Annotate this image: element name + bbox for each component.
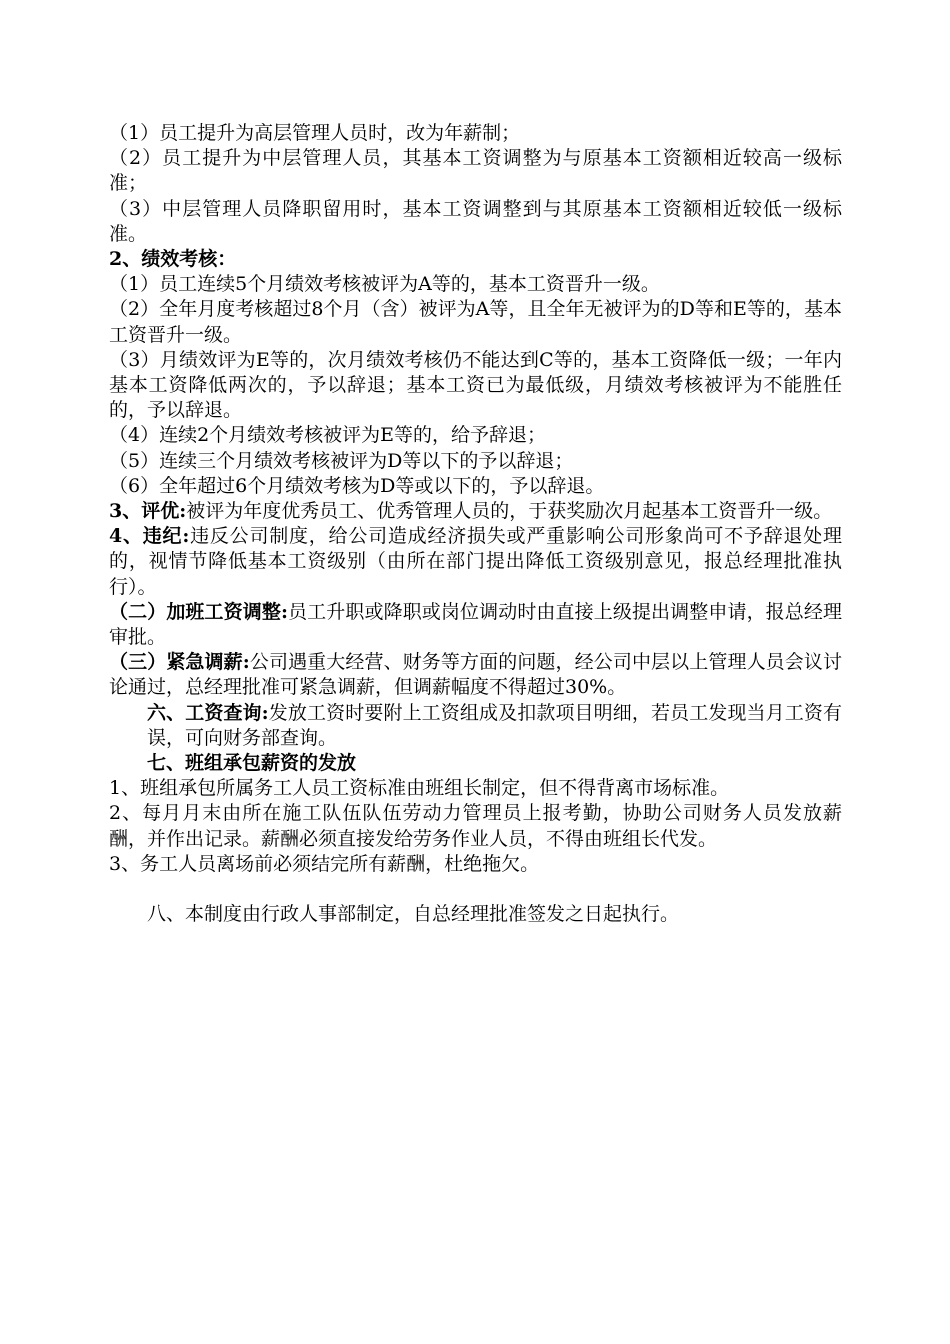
inquiry-label: 六、工资查询:	[147, 701, 269, 724]
excellence-text: 被评为年度优秀员工、优秀管理人员的，于获奖励次月起基本工资晋升一级。	[186, 500, 833, 523]
emergency-paragraph	[109, 650, 842, 700]
performance-item-3: （3）月绩效评为E等的，次月绩效考核仍不能达到C等的，基本工资降低一级；一年内基本工资降低两次的，予以辞退；基本工资已为最低级，月绩效考核被评为不能胜任的，予以辞退。	[109, 348, 842, 422]
discipline-text: 违反公司制度，给公司造成经济损失或严重影响公司形象尚可不予辞退处理的，视情节降低基本工资级别（由所在部门提出降低工资级别意见，报总经理批准执行）。	[109, 525, 842, 598]
performance-item-6: （6）全年超过6个月绩效考核为D等或以下的，予以辞退。	[109, 474, 605, 497]
overtime-paragraph	[109, 600, 842, 650]
overtime-text: 员工升职或降职或岗位调动时由直接上级提出调整申请，报总经理审批。	[109, 600, 842, 649]
performance-item-2: （2）全年月度考核超过8个月（含）被评为A等，且全年无被评为的D等和E等的，基本工资晋升一级。	[109, 298, 842, 346]
team-pay-item-2: 2、每月月末由所在施工队伍队伍劳动力管理员上报考勤，协助公司财务人员发放薪酬，并作出记录。薪酬必须直接发给劳务作业人员，不得由班组长代发。	[109, 802, 842, 850]
emergency-text: 公司遇重大经营、财务等方面的问题，经公司中层以上管理人员会议讨论通过，总经理批准可紧急调薪，但调薪幅度不得超过30%。	[109, 651, 842, 699]
inquiry-paragraph	[109, 701, 842, 751]
final-clause: 八、本制度由行政人事部制定，自总经理批准签发之日起执行。	[147, 903, 680, 926]
document-page	[109, 121, 842, 927]
excellence-label: 3、评优:	[109, 500, 187, 523]
performance-item-4: （4）连续2个月绩效考核被评为E等的，给予辞退；	[109, 424, 547, 447]
team-pay-item-1: 1、班组承包所属务工人员工资标准由班组长制定，但不得背离市场标准。	[109, 777, 730, 800]
team-pay-item-3: 3、务工人员离场前必须结完所有薪酬，杜绝拖欠。	[109, 852, 540, 875]
paragraph-spacer	[109, 877, 842, 902]
salary-adjust-item-2: （2）员工提升为中层管理人员，其基本工资调整为与原基本工资额相近较高一级标准；	[109, 147, 842, 195]
performance-item-5: （5）连续三个月绩效考核被评为D等以下的予以辞退；	[109, 449, 574, 472]
salary-adjust-item-3: （3）中层管理人员降职留用时，基本工资调整到与其原基本工资额相近较低一级标准。	[109, 197, 842, 245]
performance-item-1: （1）员工连续5个月绩效考核被评为A等的，基本工资晋升一级。	[109, 273, 660, 296]
overtime-label: （二）加班工资调整:	[109, 600, 288, 623]
excellence-paragraph	[109, 499, 842, 524]
emergency-label: （三）紧急调薪:	[109, 651, 250, 674]
inquiry-text: 发放工资时要附上工资组成及扣款项目明细，若员工发现当月工资有误，可向财务部查询。	[147, 701, 842, 749]
team-pay-heading: 七、班组承包薪资的发放	[147, 752, 357, 775]
salary-adjust-item-1: （1）员工提升为高层管理人员时，改为年薪制；	[109, 122, 521, 144]
discipline-label: 4、违纪:	[109, 525, 190, 548]
performance-heading: 2、绩效考核：	[109, 248, 237, 271]
discipline-paragraph	[109, 524, 842, 600]
